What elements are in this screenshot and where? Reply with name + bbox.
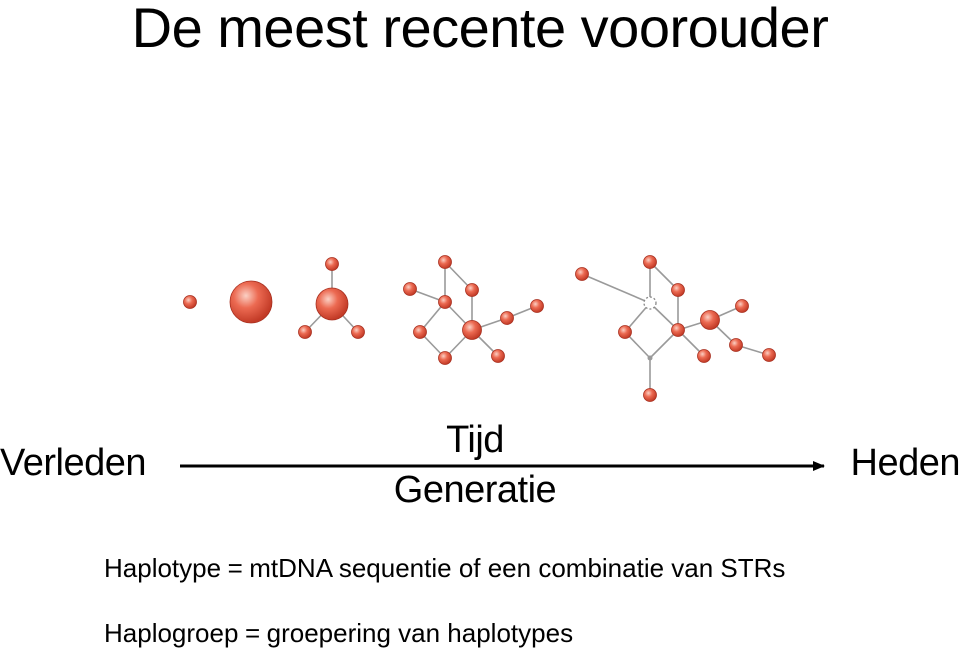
haplotype-node (299, 326, 312, 339)
haplotype-node (352, 326, 365, 339)
definition-description: groepering van haplotypes (266, 618, 574, 648)
haplotype-node (414, 326, 427, 339)
definition-haplotype (104, 553, 785, 583)
haplotype-node (326, 258, 339, 271)
haplotype-node (501, 312, 514, 325)
haplotype-node (644, 256, 657, 269)
haplotype-node (184, 296, 197, 309)
haplotype-node-medium (701, 311, 720, 330)
time-label: Tijd (446, 419, 504, 461)
haplotype-node (404, 283, 417, 296)
haplotype-node (763, 349, 776, 362)
haplotype-node (439, 352, 452, 365)
page-title: De meest recente voorouder (131, 0, 829, 59)
network-edges (305, 262, 769, 395)
definition-term: Haplogroep (104, 618, 239, 648)
past-label: Verleden (0, 442, 147, 484)
haplotype-node-large (230, 281, 272, 323)
haplotype-node (576, 268, 589, 281)
haplotype-node (736, 300, 749, 313)
median-vector-node (648, 356, 653, 361)
network-nodes (184, 256, 776, 402)
network-edge (582, 274, 650, 303)
haplotype-node (672, 284, 685, 297)
definition-equals: = (227, 553, 243, 583)
haplotype-node (619, 326, 632, 339)
present-label: Heden (850, 442, 960, 484)
definition-description: mtDNA sequentie of een combinatie van STRs (249, 553, 786, 583)
definition-term: Haplotype (104, 553, 222, 583)
generation-label: Generatie (393, 469, 557, 511)
haplotype-node (730, 339, 743, 352)
haplotype-node (439, 296, 452, 309)
definition-haplogroup (104, 618, 573, 648)
haplotype-node (492, 350, 505, 363)
haplotype-node-medium (463, 321, 482, 340)
haplotype-node (672, 324, 685, 337)
haplotype-node-medium (316, 288, 348, 320)
haplotype-node (466, 284, 479, 297)
haplotype-node (531, 300, 544, 313)
haplotype-node (644, 389, 657, 402)
haplotype-node (439, 256, 452, 269)
haplotype-node (698, 350, 711, 363)
median-vector-node (644, 297, 656, 309)
definition-equals: = (244, 618, 261, 648)
